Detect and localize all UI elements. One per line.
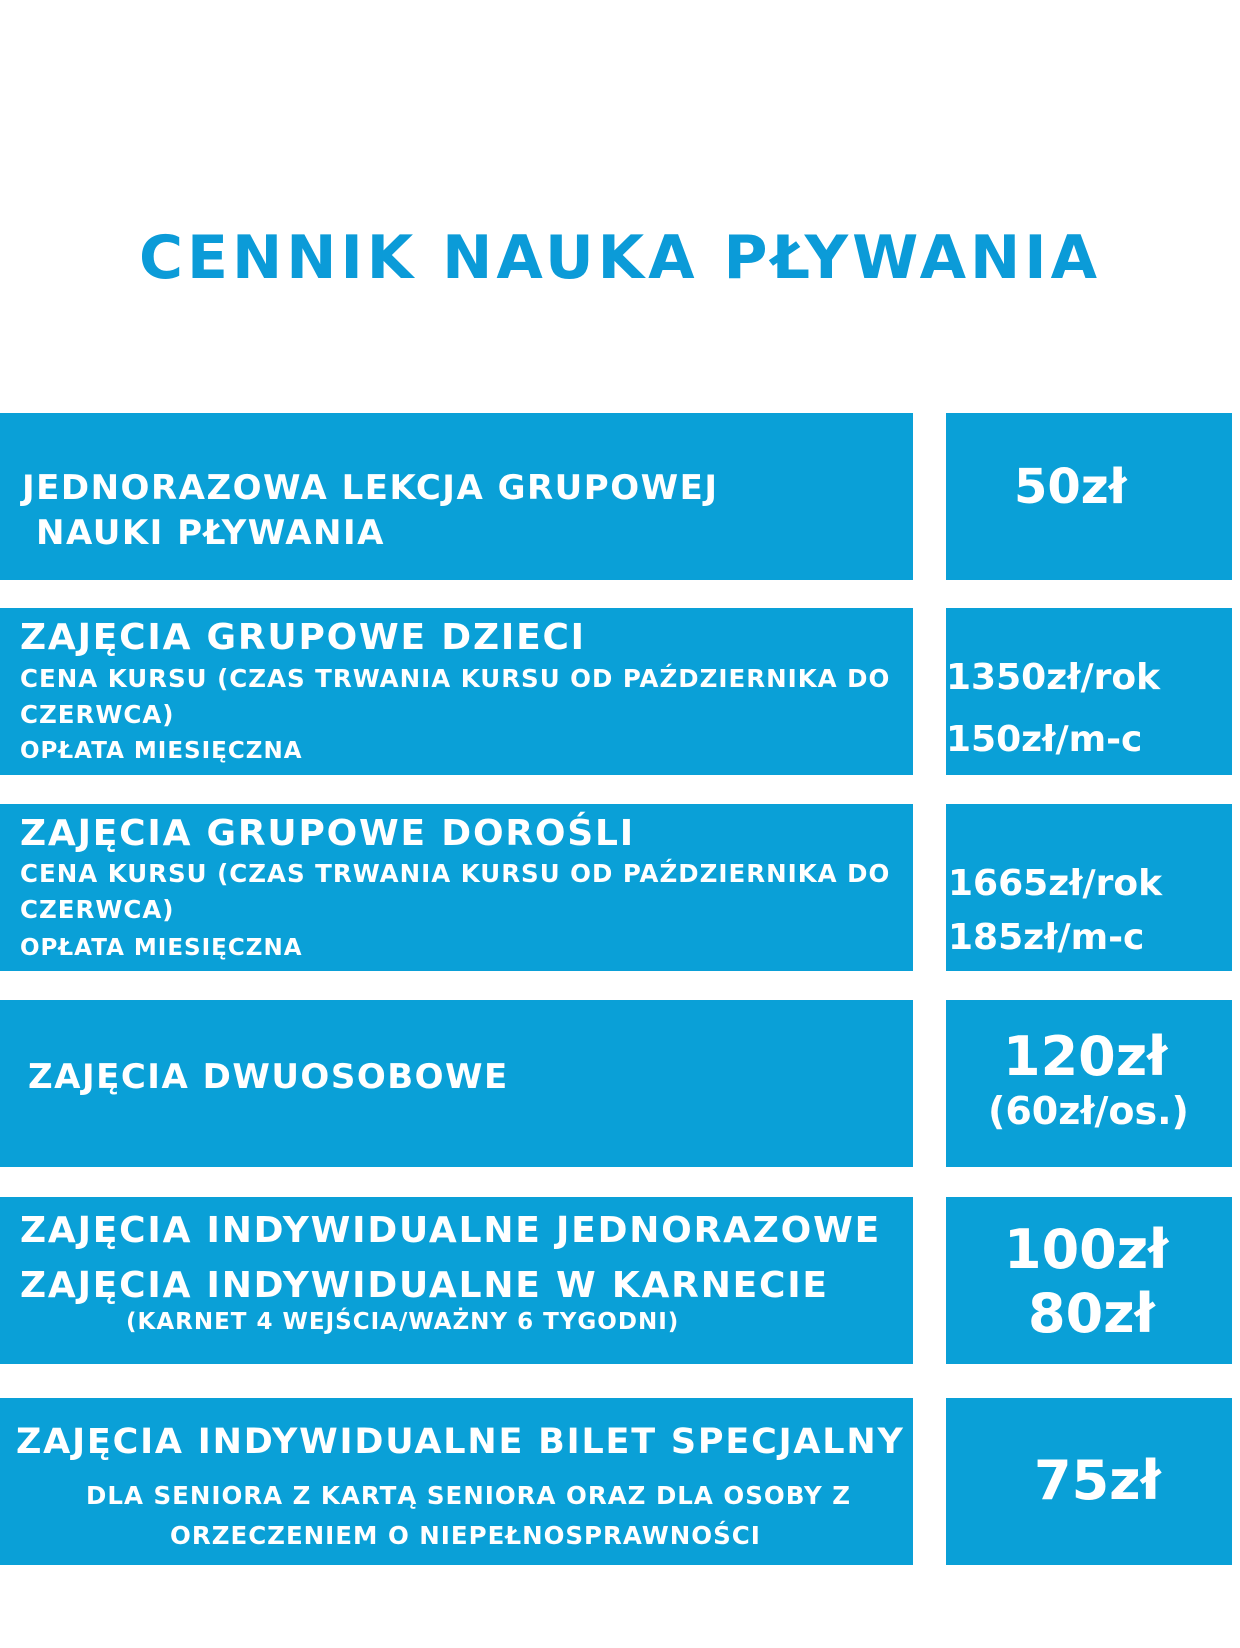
row-2-line-3: OPŁATA MIESIĘCZNA [20, 738, 303, 764]
row-3-line-1: CENA KURSU (CZAS TRWANIA KURSU OD PAŹDZIERNIKA DO [20, 859, 891, 888]
row-2-heading: ZAJĘCIA GRUPOWE DZIECI [20, 617, 586, 658]
row-6-description [0, 1398, 913, 1565]
row-5-price [946, 1197, 1232, 1364]
row-2-price-2: 150zł/m-c [946, 719, 1143, 760]
row-1-line-1: JEDNORAZOWA LEKCJA GRUPOWEJ [22, 468, 719, 508]
row-3-heading: ZAJĘCIA GRUPOWE DOROŚLI [20, 813, 635, 854]
row-3-line-2: CZERWCA) [20, 895, 175, 924]
row-3-line-3: OPŁATA MIESIĘCZNA [20, 935, 303, 961]
row-5-description [0, 1197, 913, 1364]
row-5-line-2: ZAJĘCIA INDYWIDUALNE W KARNECIE [20, 1265, 829, 1306]
row-5-price-2: 80zł [1028, 1282, 1155, 1345]
row-6-heading: ZAJĘCIA INDYWIDUALNE BILET SPECJALNY [16, 1422, 905, 1462]
row-5-line-1: ZAJĘCIA INDYWIDUALNE JEDNORAZOWE [20, 1210, 881, 1251]
row-2-description [0, 608, 913, 775]
row-4-price-1: 120zł [1003, 1025, 1168, 1088]
row-2-line-1: CENA KURSU (CZAS TRWANIA KURSU OD PAŹDZIERNIKA DO [20, 664, 891, 693]
row-2-price-1: 1350zł/rok [946, 657, 1161, 698]
row-5-line-3: (KARNET 4 WEJŚCIA/WAŻNY 6 TYGODNI) [126, 1309, 680, 1335]
row-6-line-2: ORZECZENIEM O NIEPEŁNOSPRAWNOŚCI [170, 1521, 761, 1550]
row-2-price [946, 608, 1232, 775]
row-6-line-1: DLA SENIORA Z KARTĄ SENIORA ORAZ DLA OSOBY Z [86, 1481, 852, 1510]
row-1-price [946, 413, 1232, 580]
row-3-price [946, 804, 1232, 971]
row-6-price [946, 1398, 1232, 1565]
row-3-price-2: 185zł/m-c [948, 917, 1145, 958]
row-1-price-1: 50zł [1014, 459, 1127, 515]
row-5-price-1: 100zł [1004, 1218, 1169, 1281]
row-1-description [0, 413, 913, 580]
row-2-line-2: CZERWCA) [20, 700, 175, 729]
row-4-description [0, 1000, 913, 1167]
row-3-price-1: 1665zł/rok [948, 863, 1163, 904]
row-4-price [946, 1000, 1232, 1167]
row-4-heading: ZAJĘCIA DWUOSOBOWE [28, 1057, 509, 1097]
row-4-price-2: (60zł/os.) [988, 1089, 1189, 1133]
row-6-price-1: 75zł [1034, 1449, 1161, 1512]
row-3-description [0, 804, 913, 971]
page-title: CENNIK NAUKA PŁYWANIA [139, 223, 1101, 293]
row-1-line-2: NAUKI PŁYWANIA [36, 513, 385, 553]
